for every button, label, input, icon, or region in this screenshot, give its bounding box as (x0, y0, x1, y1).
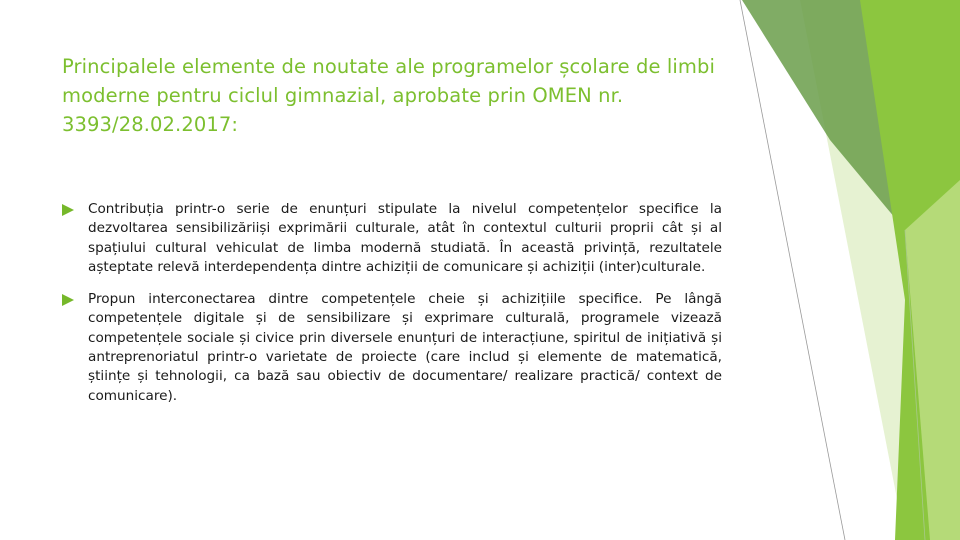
bullet-text: Contribuția printr-o serie de enunțuri stipulate la nivelul competențelor specifice la dezvoltarea sensibilizăriiși exprimării culturale, atât în contextul culturii proprii cât și al spațiului cultural vehiculat de limba modernă studiată. În această privință, rezultatele așteptate relevă interdependența dintre achiziții de comunicare și achiziții (inter)culturale. (88, 201, 722, 275)
triangle-bullet-icon (62, 204, 74, 216)
slide-title: Principalele elemente de noutate ale programelor școlare de limbi moderne pentru ciclul gimnazial, aprobate prin OMEN nr. 3393/28.02.2017: (62, 55, 715, 136)
bullet-text: Propun interconectarea dintre competențele cheie și achizițiile specifice. Pe lângă competențele digitale și de sensibilizare și exprimare culturală, programele vizează competențele sociale și civice prin diversele enunțuri de interacțiune, spiritul de inițiativă și antreprenoriatul printr-o varietate de proiecte (care includ și elemente de matematică, științe și tehnologii, ca bază sau obiectiv de documentare/ realizare practică/ context de comunicare). (88, 291, 722, 404)
bullet-list (62, 200, 722, 419)
list-item (62, 290, 722, 406)
triangle-bullet-icon (62, 294, 74, 306)
list-item (62, 200, 722, 277)
